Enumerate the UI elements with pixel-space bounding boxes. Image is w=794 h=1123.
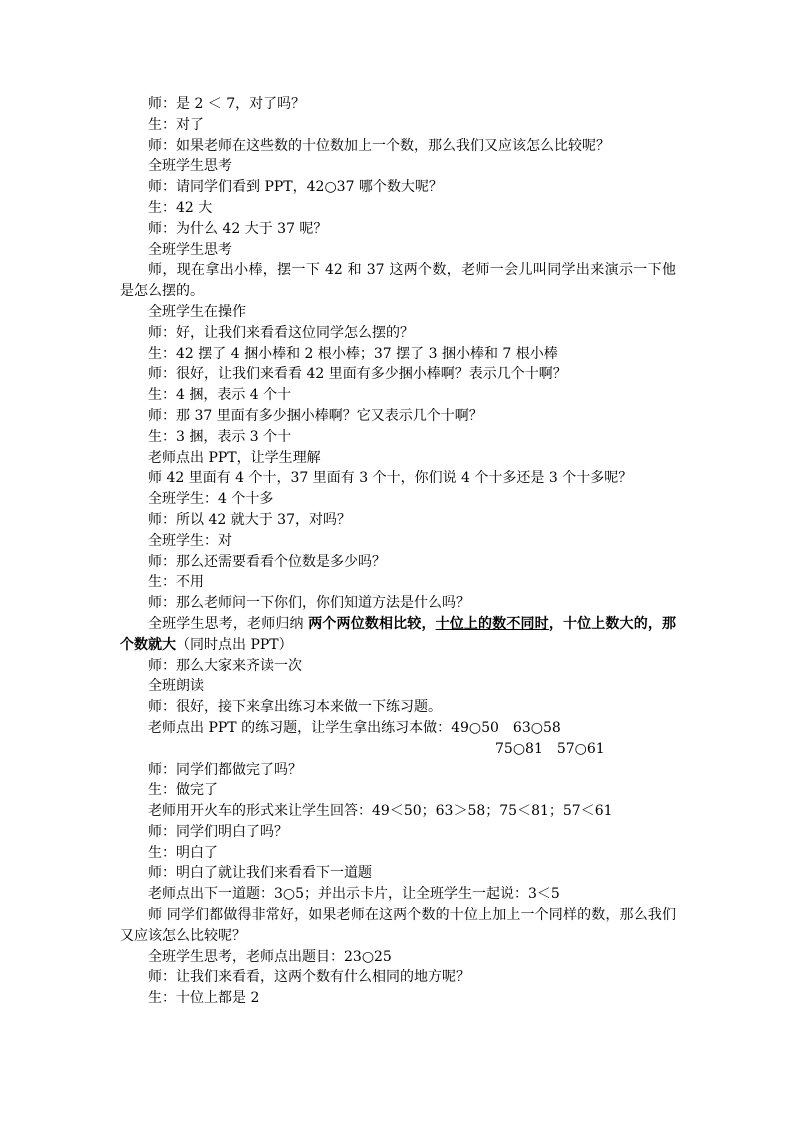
conclusion-rule-part1: 两个两位数相比较， [308, 615, 436, 632]
lesson-transcript [120, 94, 676, 1009]
conclusion-rule-emphasis: 十位上的数不同时 [435, 615, 549, 632]
dialogue-line: 师：是 2 ＜ 7，对了吗？ [148, 96, 306, 112]
dialogue-line: 全班学生在操作 [148, 303, 246, 320]
dialogue-line: 师：同学们都做完了吗？ [148, 761, 302, 778]
dialogue-line: 生：4 捆，表示 4 个十 [148, 387, 292, 404]
dialogue-line: 生：对了 [148, 116, 204, 133]
conclusion-suffix: （同时点出 PPT） [176, 636, 293, 653]
dialogue-line: 师：好，让我们来看看这位同学怎么摆的？ [148, 324, 414, 341]
dialogue-line: 师：那么大家来齐读一次 [148, 657, 302, 674]
dialogue-line: 生：不用 [148, 574, 204, 591]
dialogue-line: 师 42 里面有 4 个十，37 里面有 3 个十，你们说 4 个十多还是 3 个十多呢？ [148, 470, 633, 487]
dialogue-line: 师：所以 42 就大于 37，对吗？ [148, 511, 351, 528]
dialogue-line: 全班学生思考，老师点出题目：23○25 [148, 948, 392, 965]
dialogue-line: 生：做完了 [148, 782, 218, 799]
dialogue-line: 师：让我们来看看，这两个数有什么相同的地方呢？ [148, 969, 470, 986]
dialogue-line: 生：42 大 [148, 199, 213, 216]
dialogue-line: 师：明白了就让我们来看看下一道题 [148, 865, 372, 882]
dialogue-line: 师：请同学们看到 PPT，42○37 哪个数大呢？ [148, 179, 443, 196]
dialogue-line: 生：42 摆了 4 捆小棒和 2 根小棒；37 摆了 3 捆小棒和 7 根小棒 [148, 345, 558, 362]
dialogue-line: 师：很好，让我们来看看 42 里面有多少捆小棒啊？表示几个十啊？ [148, 366, 567, 383]
dialogue-line: 老师点出 PPT 的练习题，让学生拿出练习本做：49○50 63○58 [148, 719, 561, 736]
dialogue-line: 老师点出下一道题：3○5；并出示卡片，让全班学生一起说：3＜5 [148, 886, 560, 903]
dialogue-line: 全班朗读 [148, 678, 204, 695]
exercise-line-2: 75○81 57○61 [495, 740, 605, 757]
dialogue-line: 全班学生：对 [148, 532, 232, 549]
dialogue-line: 师：那么老师问一下你们，你们知道方法是什么吗？ [148, 595, 470, 612]
dialogue-line: 生：3 捆，表示 3 个十 [148, 428, 292, 445]
dialogue-line: 全班学生：4 个十多 [148, 491, 274, 508]
dialogue-line: 老师点出 PPT，让学生理解 [148, 449, 321, 466]
conclusion-rule-part2: ，十位上数大的，那个数就大 [120, 615, 677, 653]
dialogue-line: 生：明白了 [148, 844, 218, 861]
dialogue-line: 师：为什么 42 大于 37 呢？ [148, 220, 328, 237]
dialogue-line: 生：十位上都是 2 [148, 990, 260, 1007]
conclusion-paragraph [120, 614, 676, 656]
dialogue-line: 全班学生思考 [148, 158, 232, 175]
dialogue-line: 师：同学们明白了吗？ [148, 823, 288, 840]
dialogue-line: 师：很好，接下来拿出练习本来做一下练习题。 [148, 699, 442, 716]
dialogue-line: 师：如果老师在这些数的十位数加上一个数，那么我们又应该怎么比较呢？ [148, 137, 610, 154]
dialogue-line: 师：那么还需要看看个位数是多少吗？ [148, 553, 386, 570]
dialogue-line: 师：那 37 里面有多少捆小棒啊？它又表示几个十啊？ [148, 407, 483, 424]
conclusion-prefix: 全班学生思考，老师归纳 [148, 615, 309, 632]
dialogue-paragraph: 师，现在拿出小棒，摆一下 42 和 37 这两个数，老师一会儿叫同学出来演示一下他是怎么摆的。 [120, 262, 676, 300]
dialogue-paragraph: 师 同学们都做得非常好，如果老师在这两个数的十位上加上一个同样的数，那么我们又应该怎么比较呢？ [120, 907, 676, 944]
dialogue-line: 老师用开火车的形式来让学生回答：49＜50；63＞58；75＜81；57＜61 [148, 803, 613, 820]
dialogue-line: 全班学生思考 [148, 241, 232, 258]
